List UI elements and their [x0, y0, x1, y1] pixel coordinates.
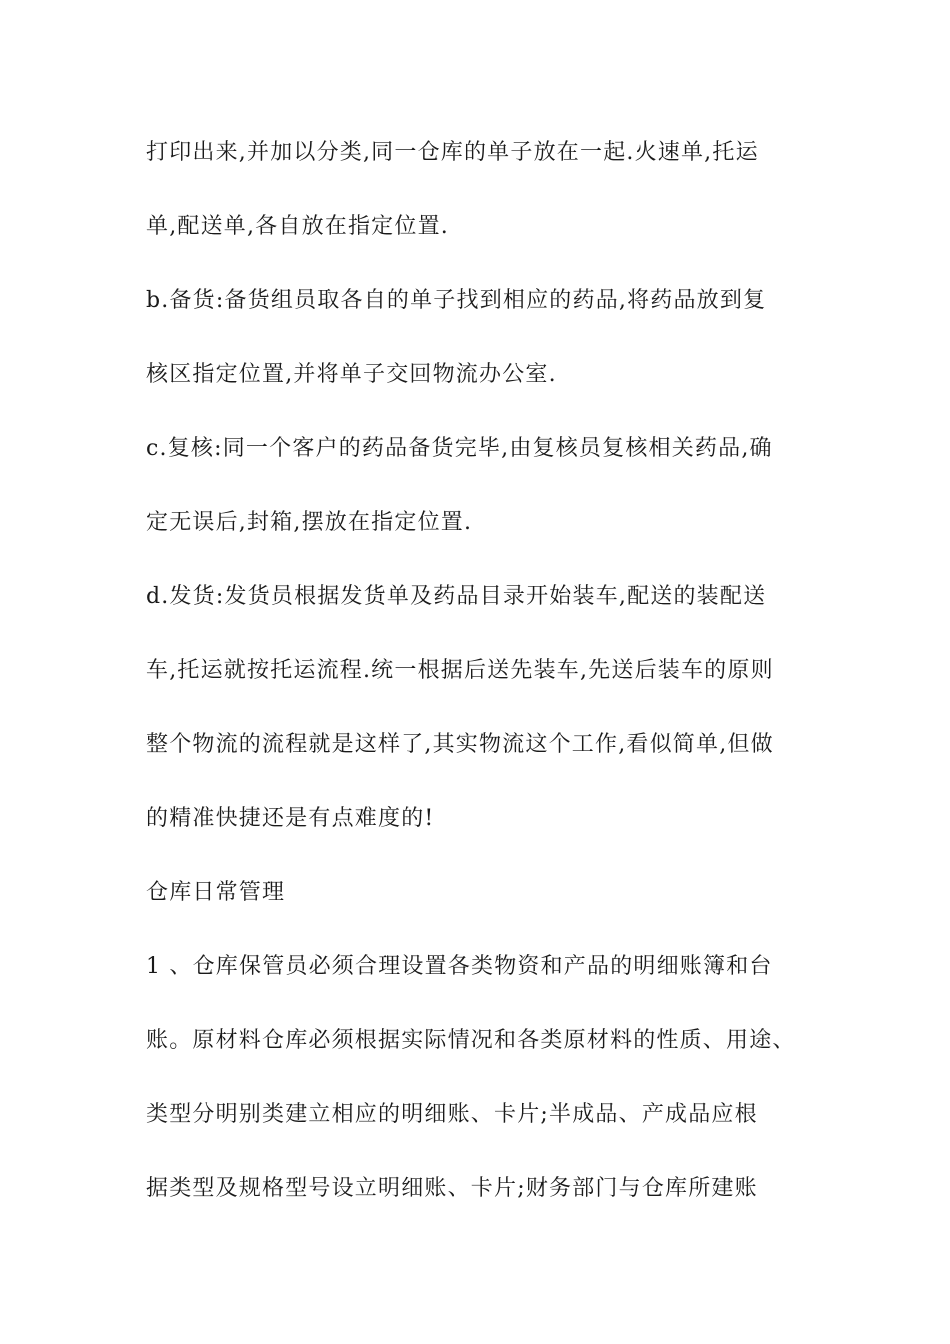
text-line: 的精准快捷还是有点难度的!	[146, 806, 435, 831]
text-line: 定无误后,封箱,摆放在指定位置.	[146, 510, 473, 535]
text-line: 单,配送单,各自放在指定位置.	[146, 214, 449, 239]
text-line: b.备货:备货组员取各自的单子找到相应的药品,将药品放到复	[146, 288, 767, 313]
text-line: 整个物流的流程就是这样了,其实物流这个工作,看似简单,但做	[146, 732, 774, 757]
text-line: 据类型及规格型号设立明细账、卡片;财务部门与仓库所建账	[146, 1176, 758, 1201]
text-line: c.复核:同一个客户的药品备货完毕,由复核员复核相关药品,确	[146, 436, 773, 461]
text-line: 打印出来,并加以分类,同一仓库的单子放在一起.火速单,托运	[146, 140, 759, 165]
text-line: 账。原材料仓库必须根据实际情况和各类原材料的性质、用途、	[146, 1028, 796, 1053]
text-line: 车,托运就按托运流程.统一根据后送先装车,先送后装车的原则	[146, 658, 774, 683]
text-line: 核区指定位置,并将单子交回物流办公室.	[146, 362, 557, 387]
text-line: 类型分明别类建立相应的明细账、卡片;半成品、产成品应根	[146, 1102, 758, 1127]
text-line: 1 、仓库保管员必须合理设置各类物资和产品的明细账簿和台	[146, 954, 773, 979]
section-heading: 仓库日常管理	[146, 880, 286, 905]
text-line: d.发货:发货员根据发货单及药品目录开始装车,配送的装配送	[146, 584, 767, 609]
